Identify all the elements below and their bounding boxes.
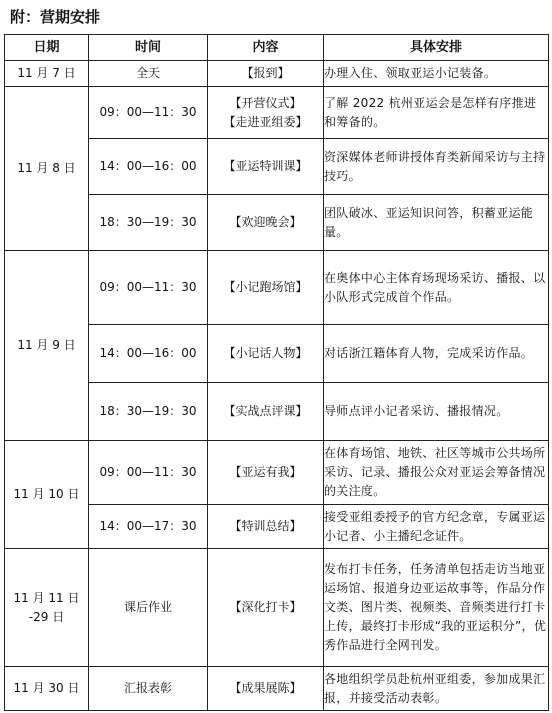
detail-cell: 接受亚组委授予的官方纪念章，专属亚运小记者、小主播纪念证件。 [324, 505, 549, 549]
content-cell [208, 667, 324, 711]
date-cell: 11 月 10 日 [5, 441, 89, 549]
content-label: 【走进亚组委】 [223, 114, 308, 129]
time-cell: 18：30—19：30 [89, 195, 208, 251]
time-cell: 14：00—16：00 [89, 139, 208, 195]
table-row [5, 251, 549, 325]
content-label: 【亚运特训课】 [223, 159, 308, 173]
content-cell [208, 251, 324, 325]
time-cell: 14：00—16：00 [89, 325, 208, 383]
content-label: 【报到】 [241, 66, 290, 80]
content-cell [208, 325, 324, 383]
content-cell [208, 441, 324, 505]
content-cell [208, 505, 324, 549]
content-cell [208, 383, 324, 441]
table-row [5, 441, 549, 505]
detail-cell: 团队破冰、亚运知识问答，积蓄亚运能量。 [324, 195, 549, 251]
time-cell: 课后作业 [89, 549, 208, 667]
content-label: 【亚运有我】 [229, 465, 302, 479]
detail-cell: 各地组织学员赴杭州亚组委，参加成果汇报，并接受活动表彰。 [324, 667, 549, 711]
detail-cell: 在奥体中心主体育场现场采访、播报、以小队形式完成首个作品。 [324, 251, 549, 325]
time-cell: 09：00—11：30 [89, 441, 208, 505]
header-time: 时间 [89, 35, 208, 61]
table-row [5, 61, 549, 87]
date-cell: 11 月 8 日 [5, 87, 89, 251]
time-cell: 汇报表彰 [89, 667, 208, 711]
detail-cell: 导师点评小记者采访、播报情况。 [324, 383, 549, 441]
time-cell: 18：30—19：30 [89, 383, 208, 441]
time-cell: 全天 [89, 61, 208, 87]
content-cell [208, 61, 324, 87]
page-title: 附：营期安排 [10, 8, 101, 26]
detail-cell: 了解 2022 杭州亚运会是怎样有序推进和筹备的。 [324, 87, 549, 139]
date-cell: 11 月 7 日 [5, 61, 89, 87]
detail-cell: 办理入住、领取亚运小记装备。 [324, 61, 549, 87]
content-label: 【深化打卡】 [229, 600, 302, 614]
content-label: 【开营仪式】 [229, 95, 302, 110]
content-label: 【特训总结】 [229, 519, 302, 533]
content-cell [208, 139, 324, 195]
header-row [5, 35, 549, 61]
detail-cell: 在体育场馆、地铁、社区等城市公共场所采访、记录、播报公众对亚运会筹备情况的关注度。 [324, 441, 549, 505]
detail-cell: 对话浙江籍体育人物，完成采访作品。 [324, 325, 549, 383]
table-row [5, 667, 549, 711]
detail-cell: 发布打卡任务，任务清单包括走访当地亚运场馆、报道身边亚运故事等，作品分作文类、图片类、视频类、音频类进行打卡上传，最终打卡形成“我的亚运积分”，优秀作品进行全网刊发。 [324, 549, 549, 667]
time-cell: 09：00—11：30 [89, 87, 208, 139]
content-label: 【小记话人物】 [223, 346, 308, 360]
date-cell: 11 月 11 日 -29 日 [5, 549, 89, 667]
header-date: 日期 [5, 35, 89, 61]
content-label: 【实战点评课】 [223, 404, 308, 418]
schedule-table [4, 34, 549, 711]
detail-cell: 资深媒体老师讲授体育类新闻采访与主持技巧。 [324, 139, 549, 195]
time-cell: 09：00—11：30 [89, 251, 208, 325]
table-row [5, 87, 549, 139]
content-cell [208, 195, 324, 251]
schedule-body [5, 61, 549, 711]
content-label: 【小记跑场馆】 [223, 280, 308, 294]
date-cell: 11 月 30 日 [5, 667, 89, 711]
time-cell: 14：00—17：30 [89, 505, 208, 549]
header-detail: 具体安排 [324, 35, 549, 61]
content-label: 【成果展陈】 [229, 681, 302, 695]
content-cell [208, 87, 324, 139]
date-cell: 11 月 9 日 [5, 251, 89, 441]
table-row [5, 549, 549, 667]
content-cell [208, 549, 324, 667]
header-content: 内容 [208, 35, 324, 61]
content-label: 【欢迎晚会】 [229, 215, 302, 229]
